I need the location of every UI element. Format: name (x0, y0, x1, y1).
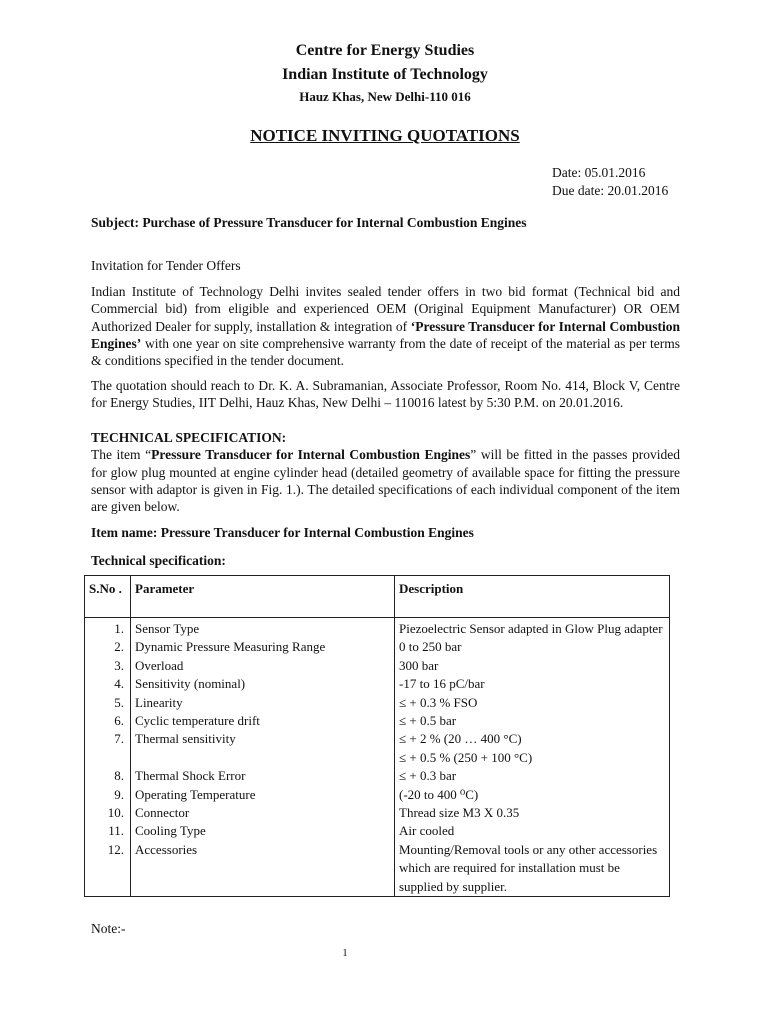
intro-text-1: Indian Institute of Technology Delhi invites sealed tender offers in two bid format (Technical bid and Commercial bid) from eligible and experienced OEM (Original Equipment Manufacturer) OR OEM Authorized Dealer for supply, installation & integration of (91, 284, 680, 334)
row-sno: 3. (85, 657, 131, 675)
row-sno: 6. (85, 712, 131, 730)
dates-block (552, 164, 668, 200)
row-description: -17 to 16 pC/bar (395, 675, 670, 693)
institute-centre: Centre for Energy Studies (295, 42, 475, 59)
table-row (85, 618, 670, 639)
row-sno: 8. (85, 767, 131, 785)
tech-text-2: ” will be fitted in the passes provided for glow plug mounted at engine cylinder head (detailed geometry of available space for fitting the pressure sensor with adaptor is given in Fig. 1.). The detailed specifications of each individual component of the item are given below. (91, 447, 680, 515)
row-description: Piezoelectric Sensor adapted in Glow Plug adapter (395, 618, 670, 639)
description-line-2: ≤ + 0.5 % (250 + 100 °C) (399, 749, 533, 765)
institute-address: Hauz Khas, New Delhi-110 016 (299, 89, 471, 104)
technical-heading: TECHNICAL SPECIFICATION: (91, 430, 287, 445)
technical-spec-label: Technical specification: (91, 553, 226, 568)
row-parameter: Connector (131, 804, 395, 822)
row-description: ≤ + 0.3 % FSO (395, 694, 670, 712)
row-description (395, 730, 670, 767)
table-row (85, 712, 670, 730)
table-row (85, 767, 670, 785)
table-row (85, 694, 670, 712)
row-sno: 1. (85, 618, 131, 639)
row-description: 300 bar (395, 657, 670, 675)
row-sno: 2. (85, 638, 131, 656)
intro-item-bold: ‘Pressure Transducer for Internal Combustion Engines’ (91, 318, 680, 351)
header-description: Description (395, 576, 670, 618)
page-number: 1 (342, 947, 348, 959)
item-name: Item name: Pressure Transducer for Internal Combustion Engines (91, 525, 474, 540)
quotation-paragraph: The quotation should reach to Dr. K. A. Subramanian, Associate Professor, Room No. 414, Block V, Centre for Energy Studies, IIT Delhi, Hauz Khas, New Delhi – 110016 latest by 5:30 P.M. on 20.01.2016. (91, 378, 680, 411)
tech-item-bold: Pressure Transducer for Internal Combustion Engines (151, 447, 471, 463)
table-row (85, 638, 670, 656)
row-sno: 10. (85, 804, 131, 822)
row-description: Mounting/Removal tools or any other accessories which are required for installation must be supplied by supplier. (395, 841, 670, 897)
table-row (85, 804, 670, 822)
row-description: ≤ + 0.5 bar (395, 712, 670, 730)
table-row (85, 786, 670, 804)
institute-name: Indian Institute of Technology (282, 66, 488, 83)
intro-text-2: with one year on site comprehensive warranty from the date of receipt of the material as per terms & conditions specified in the tender document. (91, 335, 680, 369)
row-parameter: Sensor Type (131, 618, 395, 639)
spec-table (84, 575, 670, 897)
table-row (85, 841, 670, 897)
row-parameter: Cyclic temperature drift (131, 712, 395, 730)
intro-paragraph (91, 283, 680, 369)
row-parameter: Sensitivity (nominal) (131, 675, 395, 693)
description-line-1: ≤ + 2 % (20 … 400 °C) (399, 731, 522, 747)
row-parameter: Linearity (131, 694, 395, 712)
tech-text-1: The item “ (91, 447, 152, 463)
row-description: Thread size M3 X 0.35 (395, 804, 670, 822)
row-sno: 11. (85, 822, 131, 840)
technical-section (91, 429, 680, 515)
header-parameter: Parameter (131, 576, 395, 618)
due-date: Due date: 20.01.2016 (552, 183, 669, 198)
subject-line: Subject: Purchase of Pressure Transducer for Internal Combustion Engines (91, 215, 527, 230)
row-description: 0 to 250 bar (395, 638, 670, 656)
technical-paragraph (91, 446, 680, 515)
row-parameter: Operating Temperature (131, 786, 395, 804)
row-description: (-20 to 400 ⁰C) (395, 786, 670, 804)
row-sno: 12. (85, 841, 131, 897)
row-parameter: Thermal Shock Error (131, 767, 395, 785)
header-sno: S.No . (85, 576, 131, 618)
table-row (85, 730, 670, 767)
notice-title: NOTICE INVITING QUOTATIONS (250, 126, 520, 145)
row-parameter: Cooling Type (131, 822, 395, 840)
row-parameter: Dynamic Pressure Measuring Range (131, 638, 395, 656)
row-parameter: Overload (131, 657, 395, 675)
row-sno: 7. (85, 730, 131, 767)
row-description: ≤ + 0.3 bar (395, 767, 670, 785)
note-label: Note:- (91, 921, 126, 936)
row-description: Air cooled (395, 822, 670, 840)
table-row (85, 822, 670, 840)
row-sno: 4. (85, 675, 131, 693)
row-sno: 9. (85, 786, 131, 804)
row-parameter: Thermal sensitivity (131, 730, 395, 767)
invitation-line: Invitation for Tender Offers (91, 258, 241, 273)
issue-date: Date: 05.01.2016 (552, 165, 646, 180)
table-header-row (85, 576, 670, 618)
table-row (85, 675, 670, 693)
table-row (85, 657, 670, 675)
row-parameter: Accessories (131, 841, 395, 897)
row-sno: 5. (85, 694, 131, 712)
